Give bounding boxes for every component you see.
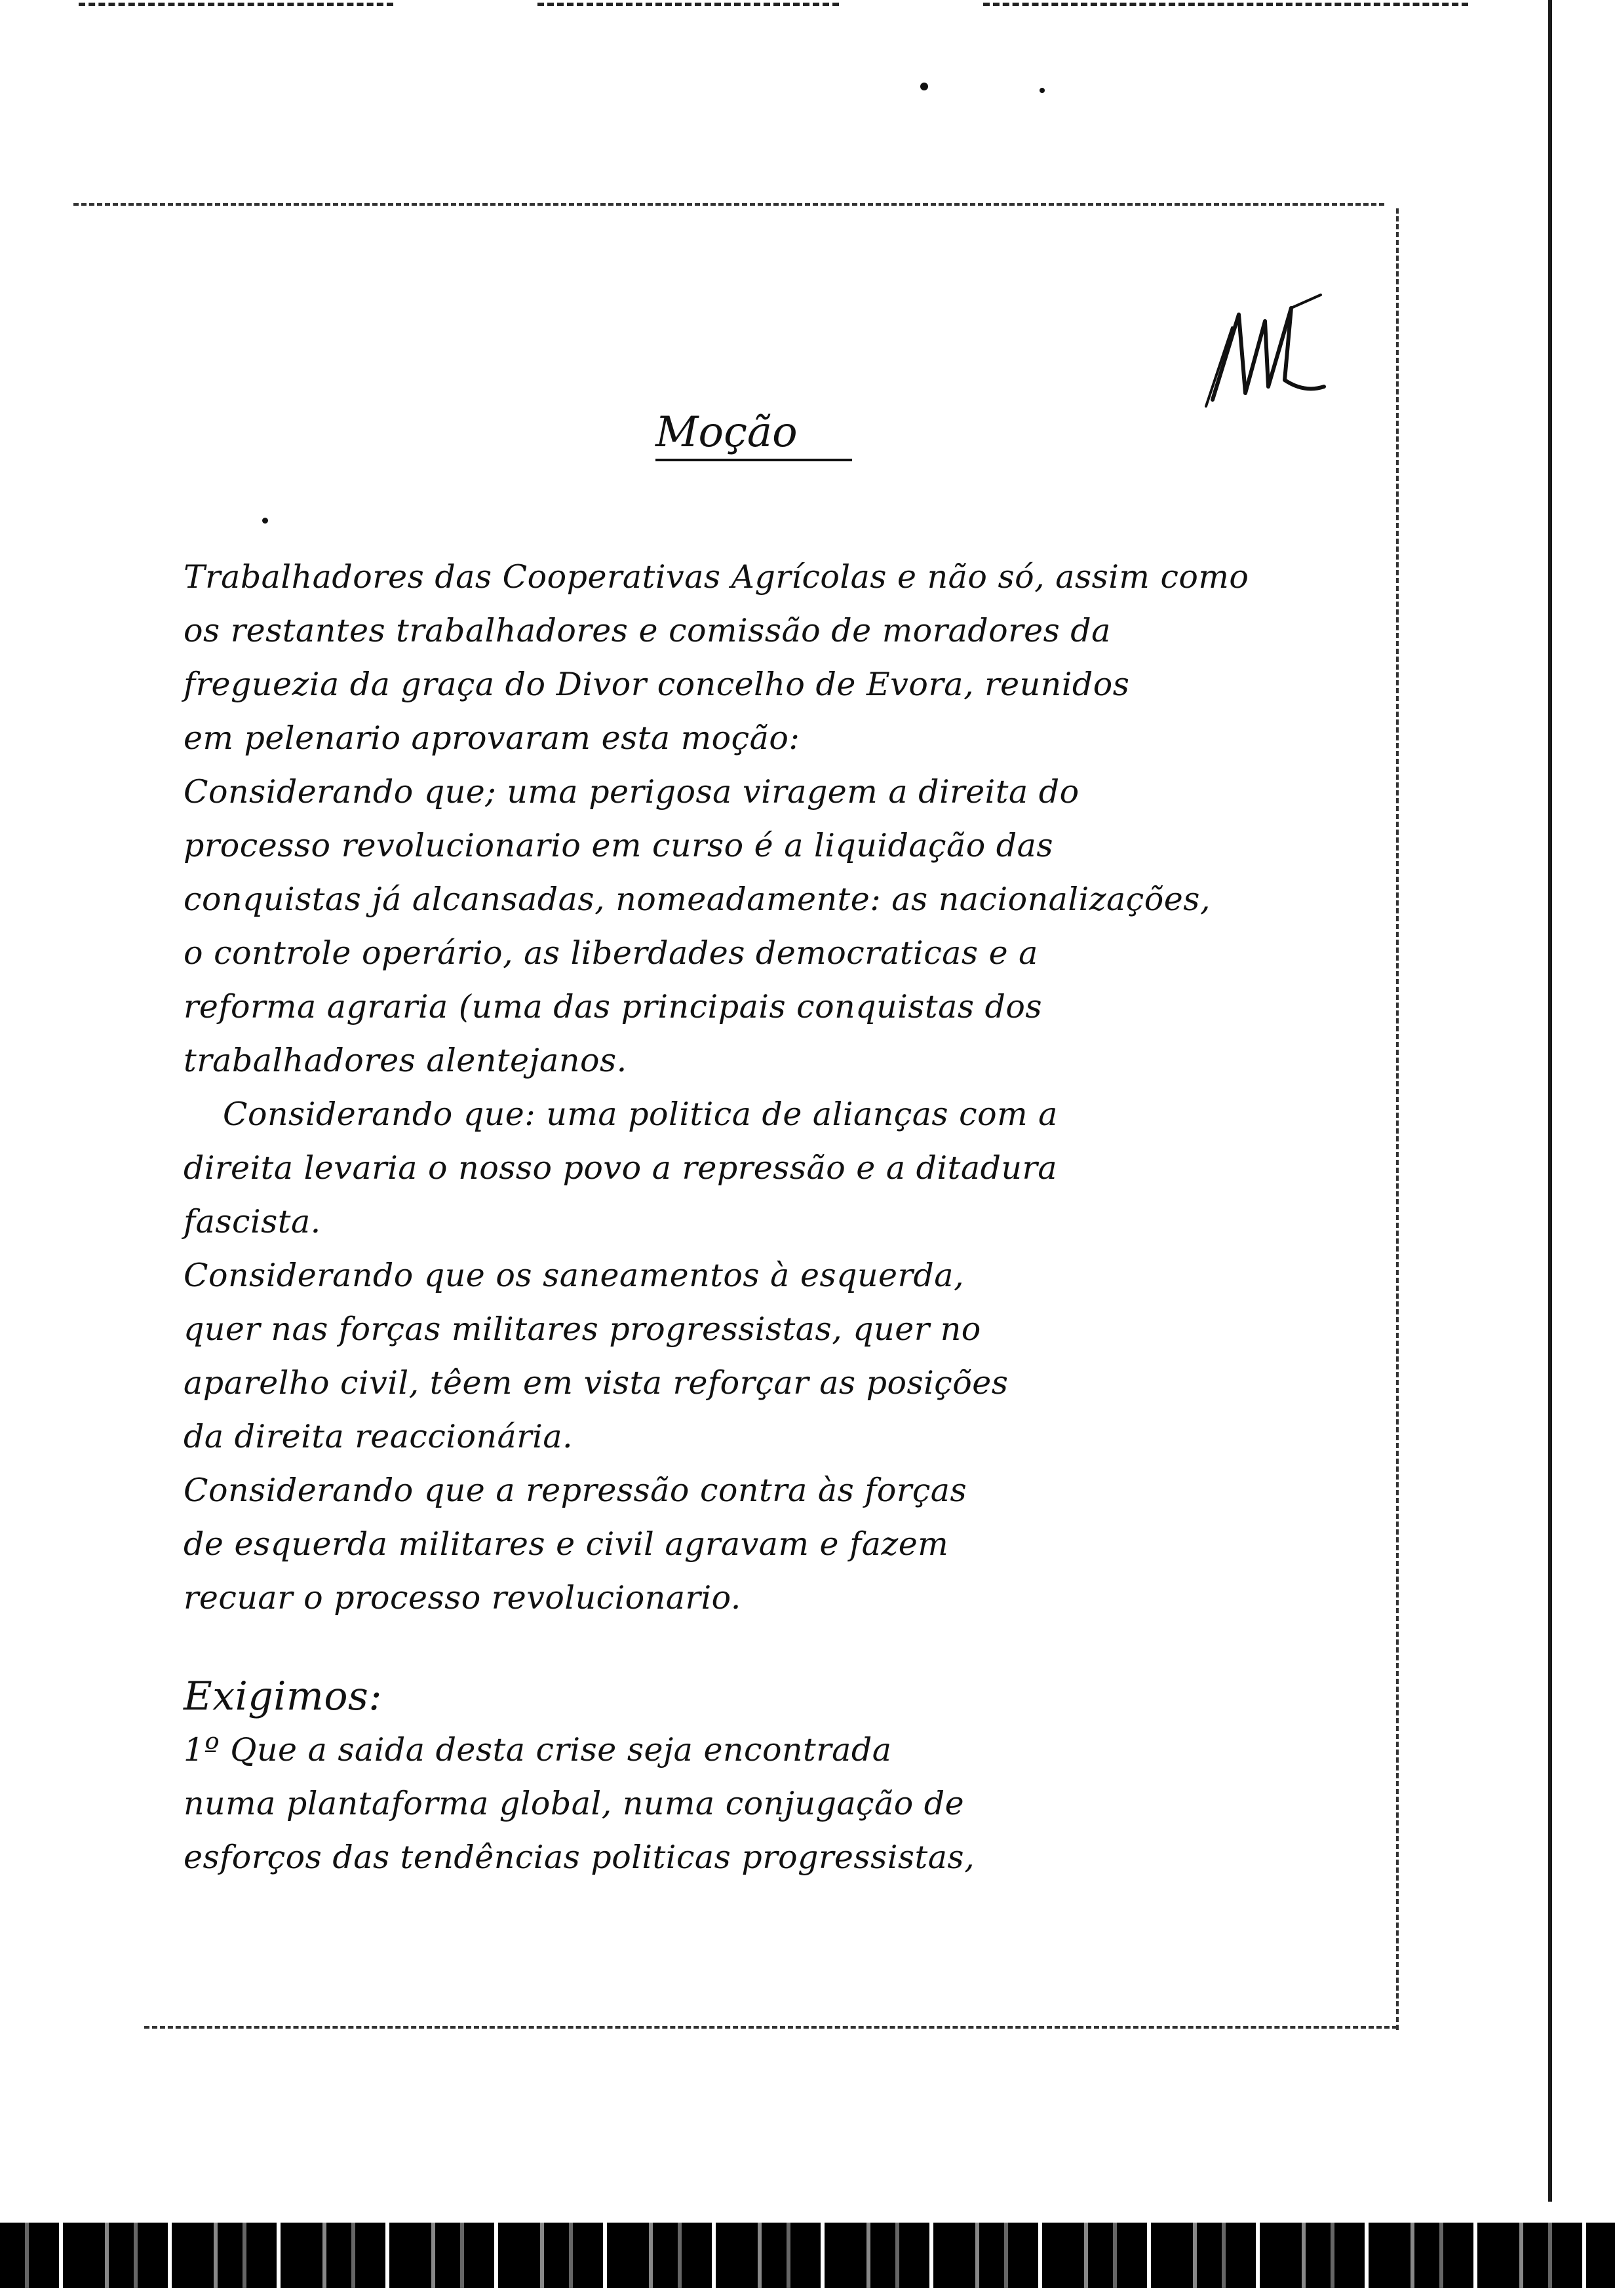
text-line: Considerando que; uma perigosa viragem a direita do <box>184 773 1080 811</box>
text-line: Considerando que: uma politica de alianças com a <box>223 1096 1058 1133</box>
text-line: recuar o processo revolucionario. <box>184 1579 741 1617</box>
text-line: Considerando que os saneamentos à esquerda, <box>184 1257 965 1294</box>
text-line: direita levaria o nosso povo a repressão e a ditadura <box>184 1149 1058 1187</box>
scan-right-edge <box>1548 0 1552 2202</box>
handwritten-body <box>184 550 1403 1885</box>
text-line: numa plantaforma global, numa conjugação de <box>184 1785 965 1822</box>
text-line: conquistas já alcansadas, nomeadamente: as nacionalizações, <box>184 881 1211 918</box>
handwritten-rubric <box>1193 288 1337 419</box>
page-frame-bottom <box>144 2026 1397 2029</box>
text-line: trabalhadores alentejanos. <box>184 1042 627 1079</box>
text-line: os restantes trabalhadores e comissão de moradores da <box>184 612 1111 649</box>
scan-bottom-band <box>0 2223 1615 2288</box>
text-line: reforma agraria (uma das principais conquistas dos <box>184 988 1043 1025</box>
text-line: quer nas forças militares progressistas, quer no <box>184 1311 981 1348</box>
scan-speck <box>262 518 268 524</box>
text-line: da direita reaccionária. <box>184 1418 574 1455</box>
scan-edge-line <box>537 3 839 6</box>
text-line: o controle operário, as liberdades democraticas e a <box>184 934 1038 972</box>
text-line: de esquerda militares e civil agravam e fazem <box>184 1525 949 1563</box>
scan-edge-line <box>983 3 1468 6</box>
text-line: 1º Que a saida desta crise seja encontrada <box>184 1731 892 1769</box>
document-title: Moção <box>655 406 852 461</box>
text-line: fascista. <box>184 1203 321 1240</box>
text-line: em pelenario aprovaram esta moção: <box>184 719 800 757</box>
scan-edge-line <box>79 3 393 6</box>
scan-speck <box>1040 88 1045 93</box>
text-line: Considerando que a repressão contra às forças <box>184 1472 967 1509</box>
section-heading: Exigimos: <box>184 1674 382 1719</box>
text-line: freguezia da graça do Divor concelho de Evora, reunidos <box>184 666 1130 703</box>
text-line: processo revolucionario em curso é a liquidação das <box>184 827 1054 864</box>
text-line: aparelho civil, têem em vista reforçar as posições <box>184 1364 1009 1402</box>
scan-speck <box>920 83 928 90</box>
text-line: esforços das tendências politicas progressistas, <box>184 1839 975 1876</box>
page-frame-top <box>73 203 1384 206</box>
text-line: Trabalhadores das Cooperativas Agrícolas e não só, assim como <box>184 558 1249 596</box>
